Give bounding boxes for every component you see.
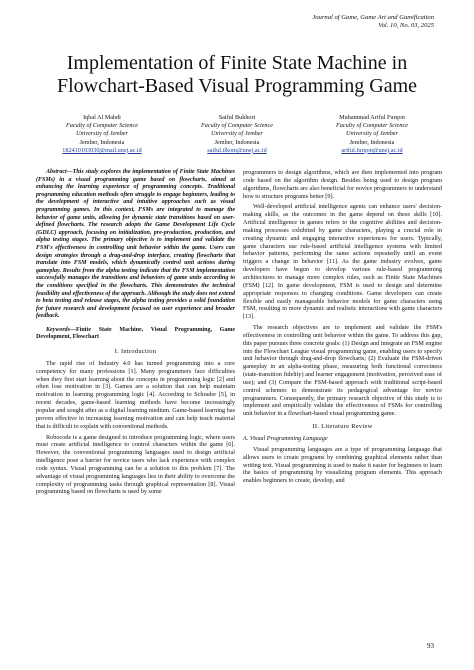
author-email-link[interactable]: saiful.ilkom@unej.ac.id [207,146,267,154]
section-heading-introduction: I. Introduction [114,348,157,356]
intro-paragraph-4: Well-developed artificial intelligence agents can enhance users' decision-making skills, as the outcomes in the game depend on these skills [10]. Artificial intelligence in games refers to the cognitive abilities and decision-making processes exhibited by game characters, playing a crucial role in creating dynamic and engaging interactive experiences for users. Typically, game characters use rule-based artificial intelligence systems with limited behavior patterns, performing the same actions repeatedly until an event triggers a change in behavior [11]. As the game industry evolves, game developers have begun to develop various rule-based programming architectures to manage more complex rules, such as Finite State Machines (FSM) [12]. In game development, FSM is used to design and determine appropriate responses to changing conditions. Game developers can create flexible and easily manageable behavior models for game characters using FSM, resulting in more dynamic and realistic interactions with game characters [13]. [243,203,442,321]
left-column [36,169,235,499]
abstract-lead: Abstract [46,169,67,175]
author-name: Muhammad Ariful Furqon [339,114,405,121]
author-email-link[interactable]: 182410103030@mail.unej.ac.id [62,146,142,154]
keywords-text: —Finite State Machine, Visual Programming, Game Development, Flowchart [36,326,235,341]
journal-volume: Vol. 10, No. 03, 2025 [378,22,434,30]
section-heading-literature-review: II. Literature Review [312,423,373,431]
journal-name: Journal of Game, Game Art and Gamification [312,14,434,21]
author-2 [171,114,303,155]
abstract [36,169,235,321]
keywords-lead: Keywords [46,326,70,333]
review-paragraph-1: Visual programming languages are a type of programming language that allows users to create programs by combining graphical elements rather than writing text. Visual programming is used to make it easier for beginners to learn the basics of programming by visualizing program elements. This approach enables beginners to create, develop, and [243,445,442,485]
author-department: Faculty of Computer Science [66,122,138,130]
author-location: Jember, Indonesia [349,138,395,146]
subsection-heading-visual-programming: A. Visual Programming Language [243,435,328,442]
author-affiliation: University of Jember [76,130,128,138]
intro-paragraph-1: The rapid rise of Industry 4.0 has turned programming into a core competency for many professions [1]. Many programmers face difficulties when they first start learning about the concepts in programming logic [2] and often lose motivation in [3]. Games are a solution that can help maintain motivation in learning programming logic [4]. According to Schrader [5], in recent decades, game-based learning methods have become increasingly popular and sought after as a digital learning medium. Game-based learning has proven effective in increasing learning motivation and can help teach material that is difficult to explain with conventional methods. [36,359,235,430]
author-block [36,114,438,155]
page-number: 93 [427,642,434,650]
author-name: Iqbal Al Mahdi [83,114,121,121]
author-name: Saiful Bukhori [218,114,256,121]
journal-header [312,14,434,31]
author-email-link[interactable]: ariful.furqon@unej.ac.id [341,146,403,154]
intro-paragraph-2: Robocode is a game designed to introduce programming logic, where users must create artificial intelligence to control characters within the game [6]. However, the conventional programming languages used to design artificial intelligence pose a barrier for novice users who lack experience with complex code syntax. Visual programming can be a solution to this problem [7]. The advantage of visual programming languages lies in their ability to overcome the complexity of programming tasks through graphical representation [8]. Visual programming based on flowcharts is used by some [36,433,235,496]
author-affiliation: University of Jember [346,130,398,138]
author-1 [36,114,168,155]
author-3 [306,114,438,155]
keywords [36,327,235,342]
abstract-text: —This study explores the implementation of Finite State Machines (FSMs) in a visual programming game based on flowcharts, aimed at enhancing the learning experience of programming concepts. Traditional programming education methods often struggle to engage beginners, leading to the development of interactive and intuitive approaches such as visual programming games. In this context, FSMs are integrated to manage the behavior of game units, allowing for dynamic state transitions based on user-defined flowcharts. The research adopts the Game Development Life Cycle (GDLC) approach, focusing on initialization, pre-production, production, and alpha testing stages. The primary objective is to implement and validate the FSM's effectiveness in controlling unit behavior within the game. Users can design strategies through a drag-and-drop interface, creating flowcharts that translate into FSM models, which dynamically control unit actions during gameplay. Results from the alpha testing indicate that the FSM implementation successfully manages the transitions and behaviors of game units according to the conditions specified in the flowcharts. This demonstrates the technical feasibility and effectiveness of the approach. Although the study does not extend to beta testing and release stages, the alpha testing provides a solid foundation for future research and development focused on user experience and broader feedback. [36,169,235,320]
author-department: Faculty of Computer Science [201,122,273,130]
author-department: Faculty of Computer Science [336,122,408,130]
author-location: Jember, Indonesia [79,138,125,146]
intro-paragraph-5: The research objectives are to implement and validate the FSM's effectiveness in controlling unit behavior within the game. To address this gap, this paper pursues three concrete goals: (1) Design and integrate an FSM engine into the Flowchart League visual programming game, enabling users to specify unit behavior through drag-and-drop flowcharts; (2) Evaluate the FSM-driven gameplay in an alpha-testing phase, measuring both functional correctness (state-transition fidelity) and learner engagement (motivation, perceived ease of use); and (3) Compare the FSM-based approach with traditional script-based control schemes to demonstrate its pedagogical advantage for novice programmers. Consequently, the primary research objective of this study is to implement and empirically validate the effectiveness of FSMs for controlling unit behavior in a flowchart-based visual programming game. [243,324,442,418]
paper-title: Implementation of Finite State Machine in Flowchart-Based Visual Programming Game [56,52,418,97]
author-location: Jember, Indonesia [214,138,260,146]
right-column [243,169,442,488]
intro-paragraph-3: programmers to design algorithms, which are then implemented into program code based on the algorithm design. Besides being used to design program algorithms, flowcharts are also beneficial for novice programmers to understand how to structure programs better [9]. [243,169,442,200]
author-affiliation: University of Jember [211,130,263,138]
